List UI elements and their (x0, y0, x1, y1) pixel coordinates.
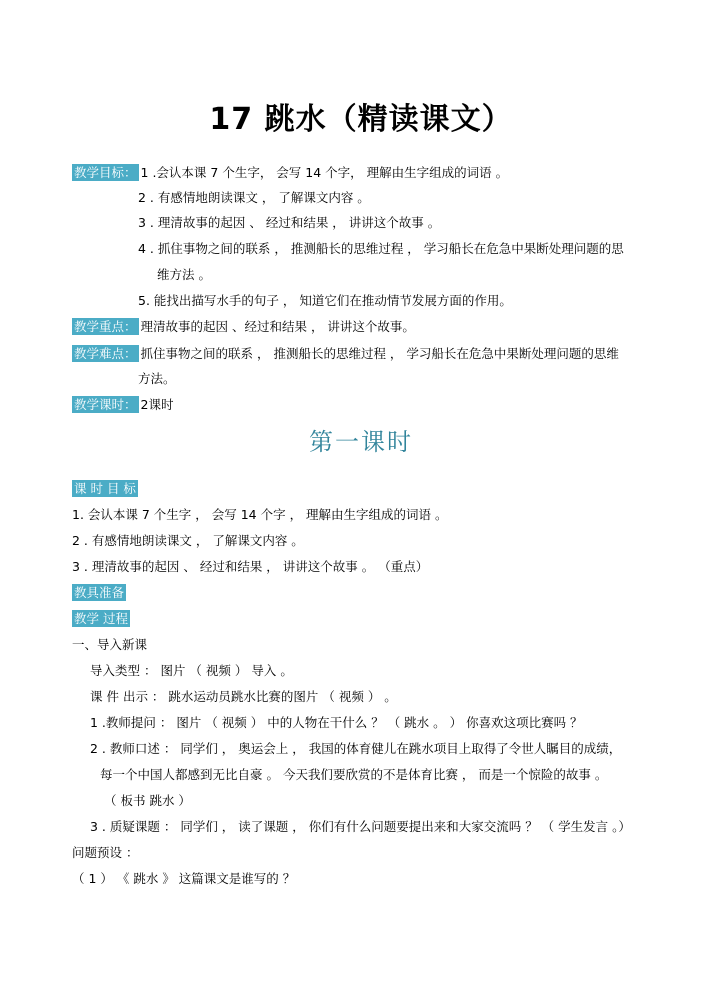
preparation-tag: 教具准备 (74, 585, 125, 600)
goal-item-continuation: 维方法 。 (157, 267, 211, 282)
periods-text: 2课时 (140, 397, 174, 412)
difficulty-tag: 教学难点： (74, 346, 137, 361)
document-title: 17 跳水（精读课文） (209, 102, 513, 137)
process-heading (72, 610, 132, 628)
goal-item: 5. 能找出描写水手的句子 ， 知道它们在推动情节发展方面的作用。 (138, 293, 512, 308)
key-point-text: 理清故事的起因 、经过和结果 ， 讲讲这个故事。 (140, 319, 415, 334)
lesson-goal-item: 3 . 理清故事的起因 、 经过和结果 ， 讲讲这个故事 。 （重点） (72, 559, 429, 574)
lesson-goals-heading (72, 480, 140, 498)
process-line: 2 . 教师口述 ： 同学们 ， 奥运会上 ， 我国的体育健儿在跳水项目上取得了令世人瞩目的成绩， (90, 741, 622, 756)
preparation-heading (72, 584, 128, 602)
process-line: 课 件 出示 ： 跳水运动员跳水比赛的图片 （ 视频 ） 。 (90, 689, 397, 704)
process-line: （ 1 ） 《 跳水 》 这篇课文是谁写的 ？ (72, 871, 296, 886)
difficulty-text: 抓住事物之间的联系 ， 推测船长的思维过程 ， 学习船长在危急中果断处理问题的思维 (140, 346, 619, 361)
teaching-goals-tag: 教学目标： (74, 165, 137, 180)
difficulty-text-continuation: 方法。 (138, 371, 176, 386)
periods-row (72, 396, 173, 414)
lesson-goal-item: 1. 会认本课 7 个生字 ， 会写 14 个字 ， 理解由生字组成的词语 。 (72, 507, 448, 522)
periods-tag: 教学课时： (74, 397, 137, 412)
lesson-goal-item: 2 . 有感情地朗读课文 ， 了解课文内容 。 (72, 533, 304, 548)
process-line: 3 . 质疑课题 ： 同学们 ， 读了课题 ， 你们有什么问题要提出来和大家交流吗 ？ （ 学生发言 。） (90, 819, 631, 834)
key-point-tag: 教学重点： (74, 319, 137, 334)
teaching-goals-row (72, 164, 508, 182)
process-tag: 教学 过程 (74, 611, 128, 626)
difficulty-row (72, 345, 619, 363)
lesson-goals-tag: 课 时 目 标 (74, 481, 136, 496)
process-line: 问题预设 ： (72, 845, 139, 860)
goal-item: 2 . 有感情地朗读课文 ， 了解课文内容 。 (138, 190, 370, 205)
process-line: 每一个中国人都感到无比自豪 。 今天我们要欣赏的不是体育比赛 ， 而是一个惊险的故事 。 (100, 767, 608, 782)
goal-item: 1 .会认本课 7 个生字， 会写 14 个字， 理解由生字组成的词语 。 (140, 165, 509, 180)
process-line: 1 .教师提问 ： 图片 （ 视频 ） 中的人物在干什么 ？ （ 跳水 。 ） 你喜欢这项比赛吗 ？ (90, 715, 583, 730)
process-line: （ 板书 跳水 ） (104, 793, 191, 808)
lesson-title: 第一课时 (309, 428, 413, 456)
goal-item: 4 . 抓住事物之间的联系 ， 推测船长的思维过程 ， 学习船长在危急中果断处理问题的思 (138, 241, 624, 256)
key-point-row (72, 318, 415, 336)
goal-item: 3 . 理清故事的起因 、 经过和结果 ， 讲讲这个故事 。 (138, 215, 441, 230)
process-line: 导入类型 ： 图片 （ 视频 ） 导入 。 (90, 663, 293, 678)
process-line: 一、导入新课 (72, 637, 148, 652)
